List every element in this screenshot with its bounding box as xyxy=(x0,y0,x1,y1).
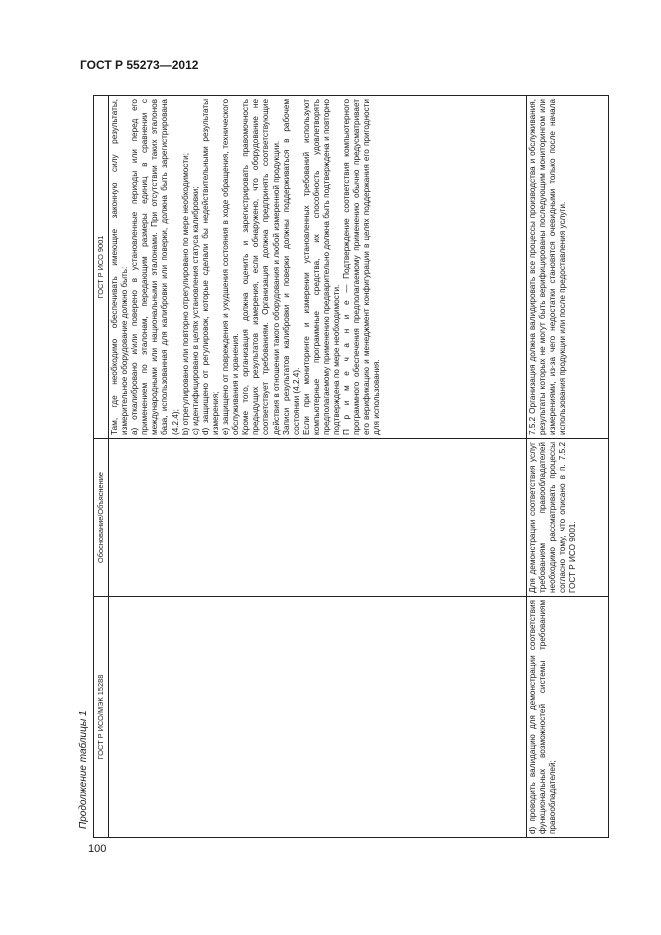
row2-col2-cell: Для демонстрации соответствия услуг требованиям правообладателей необходимо рассматривать процессы согласно тому, что описано в п. 7.5.2 ГОСТ Р ИСО 9001. xyxy=(527,439,609,597)
row2-col1-cell: d) проводить валидацию для демонстрации соответствия функциональных возможностей системы требованиям правообладателей; xyxy=(527,597,609,838)
item-c-identification: c) идентифицировано в целях установления статуса калибровки; xyxy=(190,186,200,435)
item-e-protection-damage: e) защищено от повреждения и ухудшения состояния в ходе обращения, технического обслуживания и хранения. xyxy=(221,99,241,435)
row1-col2-cell xyxy=(109,439,527,597)
item-d-protection-adjust: d) защищено от регулировок, которые сделали бы недействительными результаты измерения; xyxy=(200,99,220,435)
item-a-calibration: a) откалибровано и/или поверено в установленные периоды или перед его применением по эталонам, передающим размеры единиц в сравнении с международными или национальными эталонами. При отсутствии таких эталонов база, использованная для калибровки или поверки, должна быть зарегистрирована (4.2.4); xyxy=(130,99,180,435)
row2-col3-cell: 7.5.2 Организация должна валидировать все процессы производства и обслуживания, результаты которых не могут быть верифицированы последующим мониторингом или измерениями, из-за чего недостатки становятся очевидными только после начала использования продукции или после предоставления услуги. xyxy=(527,96,609,439)
measurement-requirements-intro: Там, где необходимо обеспечивать имеющие законную силу результаты, измерительное оборудование должно быть: xyxy=(110,99,130,435)
page-number: 100 xyxy=(88,843,107,855)
table-row xyxy=(527,96,609,838)
note-paragraph xyxy=(342,99,382,435)
table-row xyxy=(109,96,527,838)
column-header-justification: Обоснование/Объяснение xyxy=(94,439,109,597)
validity-assessment-paragraph: Кроме того, организация должна оценить и зарегистрировать правомочность предыдущих результатов измерения, если обнаружено, что оборудование не соответствует требованиям. Организация должна предпринять соответствующие действия в отношении такого оборудования и любой измеренной продукции. xyxy=(241,99,281,435)
item-b-adjustment: b) отрегулировано или повторно отрегулировано по мере необходимости; xyxy=(180,153,190,435)
row1-col1-cell xyxy=(109,597,527,838)
standards-comparison-table xyxy=(93,95,609,838)
note-label: П р и м е ч а н и е xyxy=(342,298,352,435)
table-continuation-caption: Продолжение таблицы 1 xyxy=(78,710,89,829)
column-header-iso-9001: ГОСТ Р ИСО 9001 xyxy=(94,96,109,439)
row1-col3-cell xyxy=(109,96,527,439)
rotated-table-container xyxy=(93,96,609,838)
table-header-row xyxy=(94,96,109,838)
column-header-iso-15288: ГОСТ Р ИСО/МЭК 15288 xyxy=(94,597,109,838)
document-header: ГОСТ Р 55273—2012 xyxy=(80,58,199,72)
calibration-records-paragraph: Записи результатов калибровки и поверки должны поддерживаться в рабочем состоянии (4.2.4). xyxy=(281,99,301,435)
software-monitoring-paragraph: Если при мониторинге и измерении установленных требований используют компьютерные программные средства, их способность удовлетворять предполагаемому применению предварительно должна быть подтверждена и повторно подтверждена по мере необходимости. xyxy=(301,99,342,435)
note-text: — Подтверждение соответствия компьютерного программного обеспечения предполагаемому применению обычно предусматривает его верификацию и менеджмент конфигурации в целях поддержания его пригодности для использования. xyxy=(342,99,382,435)
